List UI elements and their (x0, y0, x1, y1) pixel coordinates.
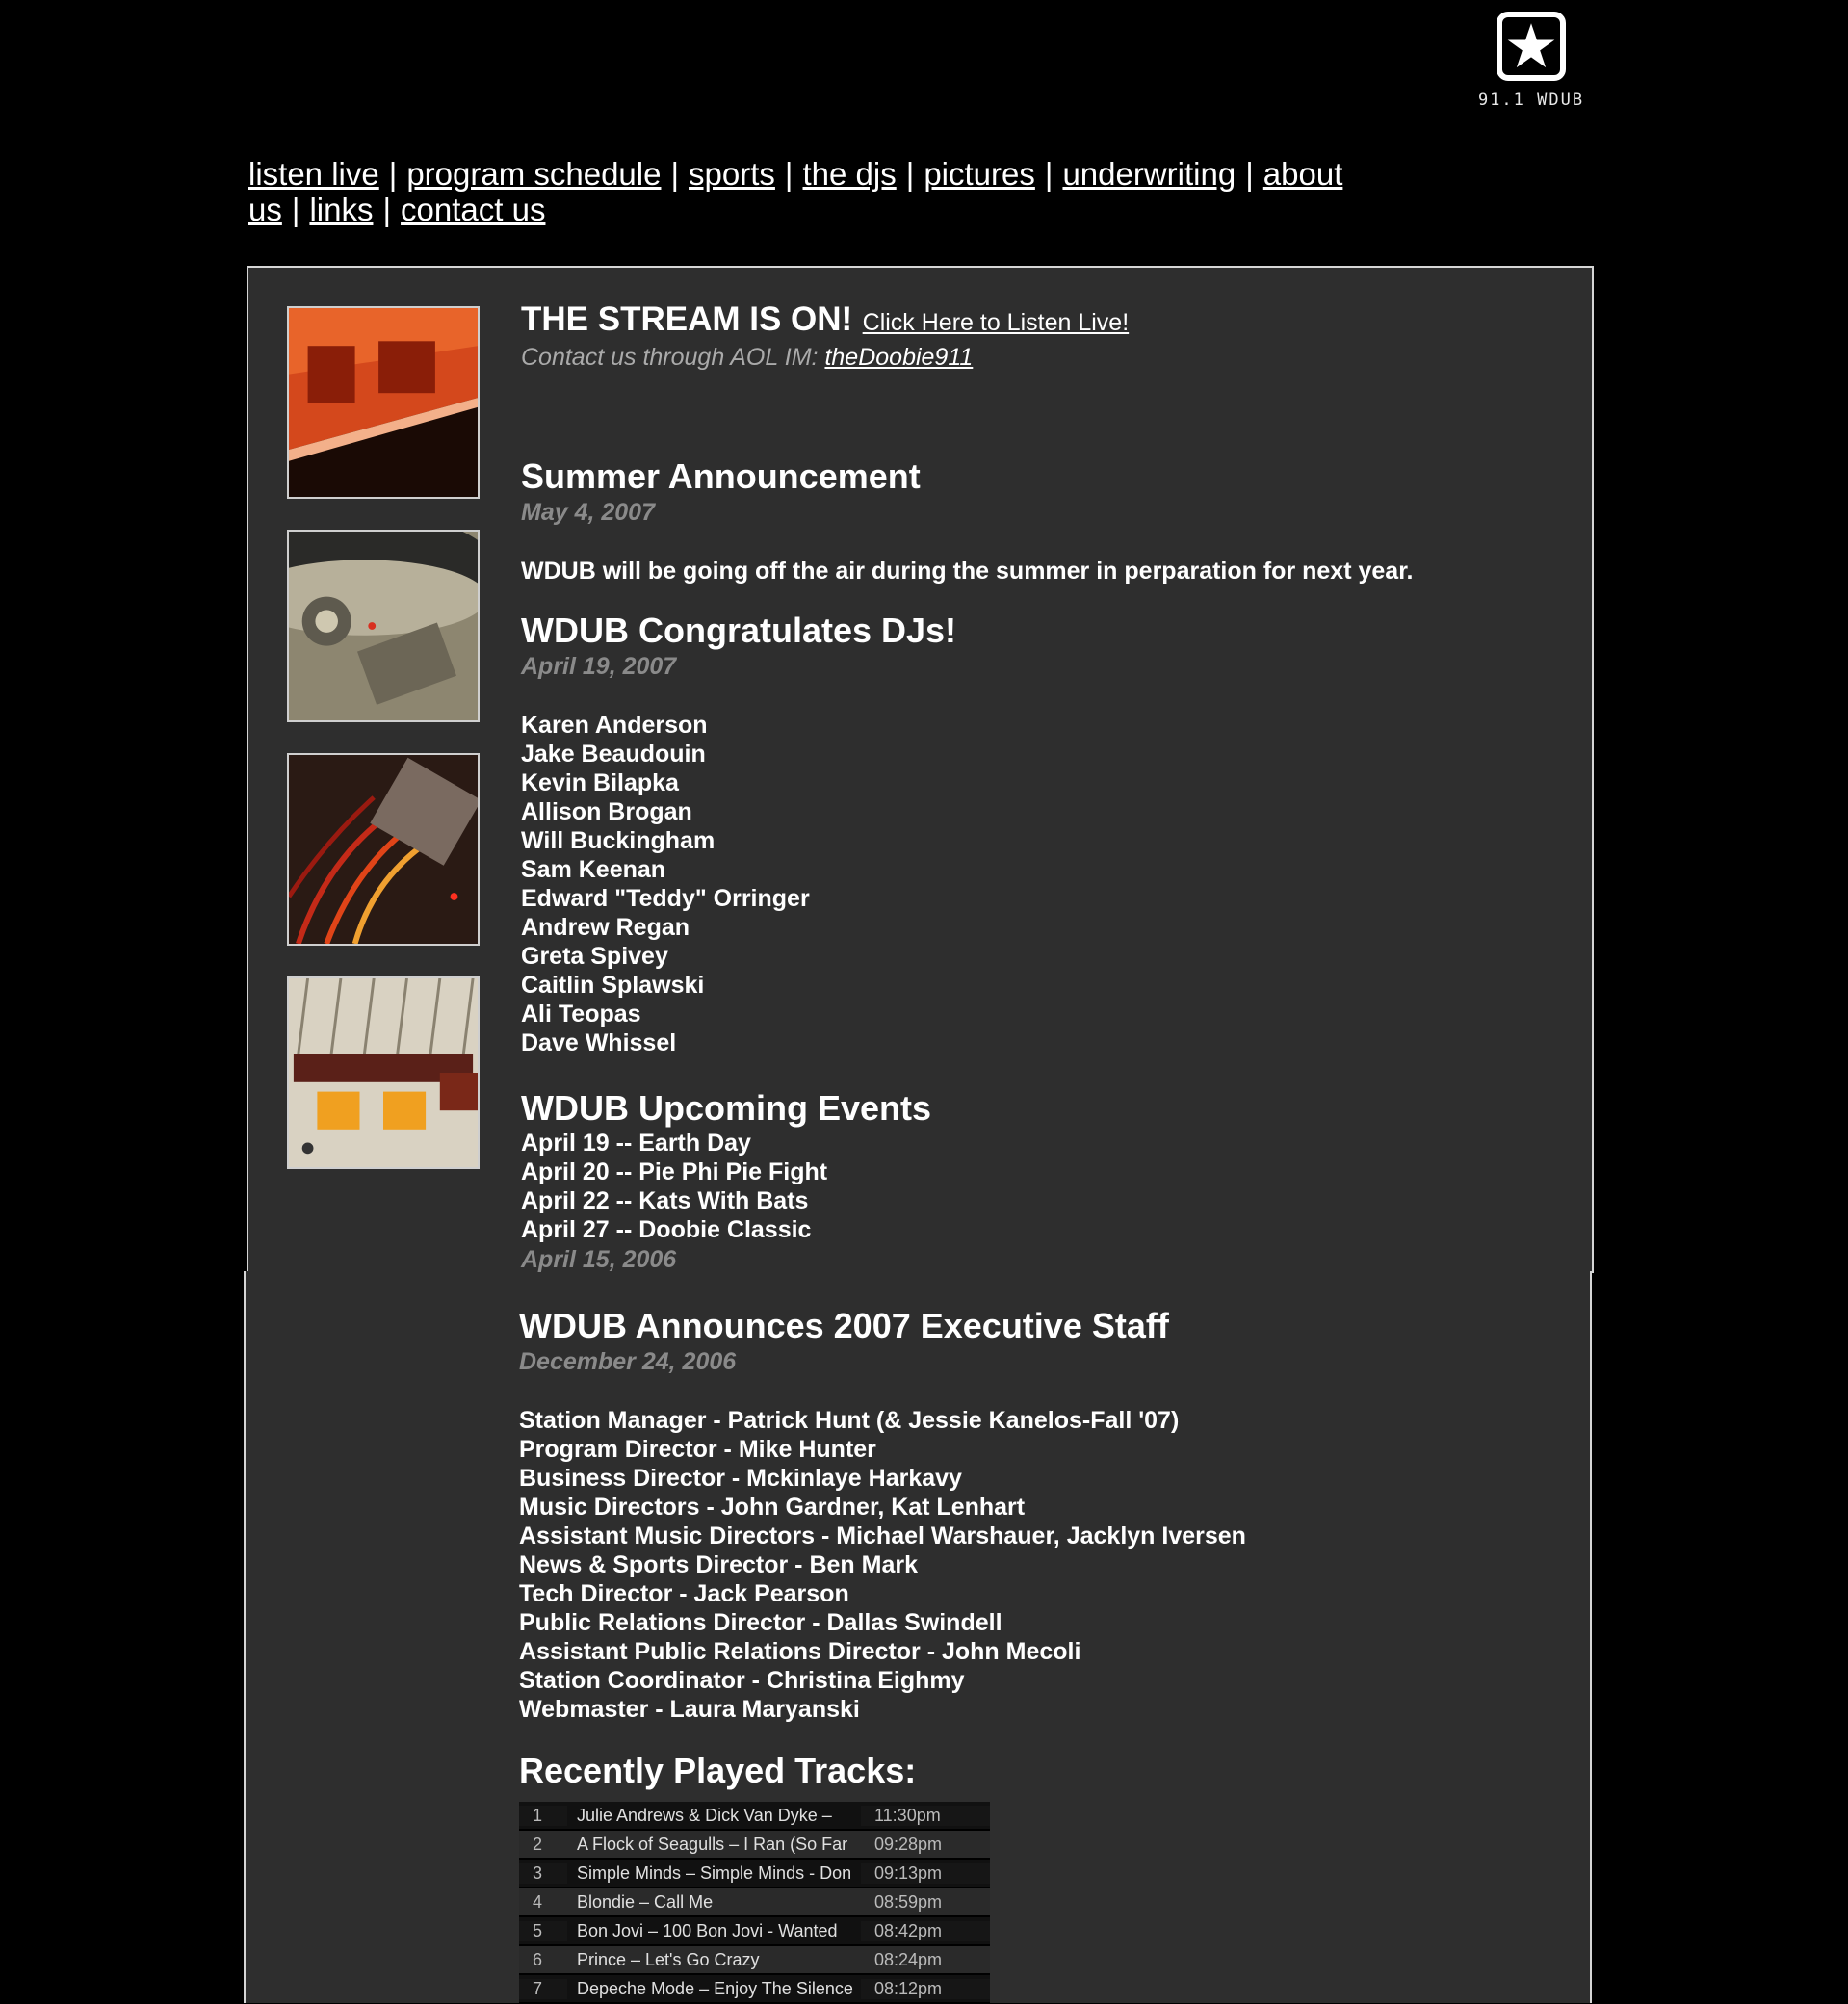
nav-pictures[interactable]: pictures (924, 156, 1035, 192)
aol-handle-link[interactable]: theDoobie911 (824, 344, 974, 371)
staff-list (519, 1406, 1542, 1724)
track-title: Blondie – Call Me (577, 1891, 714, 1912)
nav-separator: | (1245, 156, 1254, 192)
track-row (519, 1860, 990, 1887)
station-logo[interactable] (1473, 12, 1589, 110)
news-date: December 24, 2006 (519, 1348, 737, 1375)
dj-list (521, 711, 1542, 1057)
list-item: April 19 -- Earth Day (521, 1130, 751, 1157)
stream-headline: THE STREAM IS ON! (521, 300, 853, 338)
list-item: Karen Anderson (521, 712, 708, 739)
track-row (519, 1802, 990, 1829)
list-item: Assistant Music Directors - Michael Warshauer, Jacklyn Iversen (519, 1523, 1246, 1549)
nav-separator: | (1044, 156, 1054, 192)
on-air-sign-image (287, 306, 480, 499)
track-row (519, 1975, 990, 2002)
news-item (519, 1306, 1542, 1724)
nav-listen-live[interactable]: listen live (248, 156, 379, 192)
nav-separator: | (291, 192, 300, 227)
list-item: Dave Whissel (521, 1029, 677, 1056)
track-time: 08:42pm (861, 1921, 990, 1941)
track-row (519, 1831, 990, 1858)
track-time: 09:28pm (874, 1834, 943, 1854)
list-item: Public Relations Director - Dallas Swindell (519, 1609, 1002, 1636)
listen-live-link[interactable]: Click Here to Listen Live! (862, 309, 1130, 336)
main-content (521, 299, 1542, 1791)
list-item: Assistant Public Relations Director - John Mecoli (519, 1638, 1081, 1665)
track-time: 11:30pm (861, 1806, 990, 1826)
audio-cables-image (287, 753, 480, 946)
list-item: Ali Teopas (521, 1001, 641, 1028)
list-item: Tech Director - Jack Pearson (519, 1580, 849, 1607)
list-item: April 27 -- Doobie Classic (521, 1216, 812, 1243)
track-number: 5 (519, 1921, 567, 1941)
list-item: Andrew Regan (521, 914, 690, 941)
list-item: Program Director - Mike Hunter (519, 1436, 876, 1463)
track-time: 09:13pm (861, 1863, 990, 1884)
track-row (519, 1888, 990, 1915)
list-item: Business Director - Mckinlaye Harkavy (519, 1465, 962, 1492)
nav-underwriting[interactable]: underwriting (1062, 156, 1236, 192)
track-title: Simple Minds – Simple Minds - Don (577, 1862, 852, 1883)
news-body: WDUB will be going off the air during the summer in perparation for next year. (521, 558, 1414, 585)
aol-contact (521, 343, 1542, 372)
list-item: Station Coordinator - Christina Eighmy (519, 1667, 965, 1694)
nav-separator: | (388, 156, 398, 192)
nav-separator: | (670, 156, 680, 192)
news-date: April 19, 2007 (521, 653, 677, 680)
track-number: 2 (533, 1834, 543, 1854)
news-date: May 4, 2007 (521, 499, 655, 526)
list-item: Edward "Teddy" Orringer (521, 885, 810, 912)
list-item: Greta Spivey (521, 943, 668, 970)
recent-tracks-table (519, 1802, 990, 2004)
nav-contact-us[interactable]: contact us (401, 192, 546, 227)
track-number: 1 (519, 1806, 567, 1826)
nav-program-schedule[interactable]: program schedule (406, 156, 662, 192)
stream-status (521, 299, 1542, 341)
track-title: Bon Jovi – 100 Bon Jovi - Wanted (577, 1920, 838, 1940)
nav-separator: | (784, 156, 794, 192)
track-number: 7 (519, 1979, 567, 1999)
track-number: 6 (533, 1949, 543, 1969)
list-item: News & Sports Director - Ben Mark (519, 1551, 918, 1578)
aol-label: Contact us through AOL IM: (521, 344, 819, 371)
news-title: WDUB Announces 2007 Executive Staff (519, 1306, 1169, 1345)
nav-the-djs[interactable]: the djs (802, 156, 897, 192)
star-icon (1497, 12, 1566, 81)
track-number: 4 (533, 1891, 543, 1912)
list-item: April 22 -- Kats With Bats (521, 1187, 809, 1214)
events-list (521, 1129, 1542, 1244)
recent-tracks-heading: Recently Played Tracks: (519, 1751, 917, 1790)
nav-separator: | (905, 156, 915, 192)
nav-separator: | (382, 192, 392, 227)
news-title: WDUB Congratulates DJs! (521, 611, 957, 650)
mixing-board-image (287, 976, 480, 1169)
news-title: Summer Announcement (521, 456, 921, 496)
news-item (521, 611, 1542, 1057)
list-item: Sam Keenan (521, 856, 666, 883)
turntable-image (287, 530, 480, 722)
news-date: April 15, 2006 (521, 1246, 677, 1273)
track-time: 08:12pm (861, 1979, 990, 1999)
list-item: Station Manager - Patrick Hunt (& Jessie Kanelos-Fall '07) (519, 1407, 1180, 1434)
track-title: Depeche Mode – Enjoy The Silence (577, 1978, 853, 1998)
news-title: WDUB Upcoming Events (521, 1088, 932, 1128)
nav-about-us[interactable]: about us (248, 156, 1343, 227)
track-row (519, 1946, 990, 1973)
list-item: Allison Brogan (521, 798, 692, 825)
track-row (519, 1917, 990, 1944)
track-title: Julie Andrews & Dick Van Dyke – (577, 1805, 832, 1825)
logo-text: 91.1 WDUB (1477, 91, 1585, 110)
track-title: Prince – Let's Go Crazy (577, 1949, 760, 1969)
news-item (521, 1088, 1542, 1275)
list-item: Will Buckingham (521, 827, 716, 854)
track-number: 3 (519, 1863, 567, 1884)
list-item: April 20 -- Pie Phi Pie Fight (521, 1158, 828, 1185)
track-time: 08:59pm (874, 1891, 943, 1912)
main-nav (248, 156, 1568, 227)
track-time: 08:24pm (874, 1949, 943, 1969)
list-item: Jake Beaudouin (521, 741, 706, 768)
nav-sports[interactable]: sports (689, 156, 775, 192)
list-item: Kevin Bilapka (521, 769, 679, 796)
list-item: Webmaster - Laura Maryanski (519, 1696, 860, 1723)
list-item: Music Directors - John Gardner, Kat Lenhart (519, 1494, 1026, 1521)
track-title: A Flock of Seagulls – I Ran (So Far (577, 1834, 848, 1854)
list-item: Caitlin Splawski (521, 972, 705, 999)
nav-links[interactable]: links (309, 192, 374, 227)
news-item (521, 456, 1542, 586)
